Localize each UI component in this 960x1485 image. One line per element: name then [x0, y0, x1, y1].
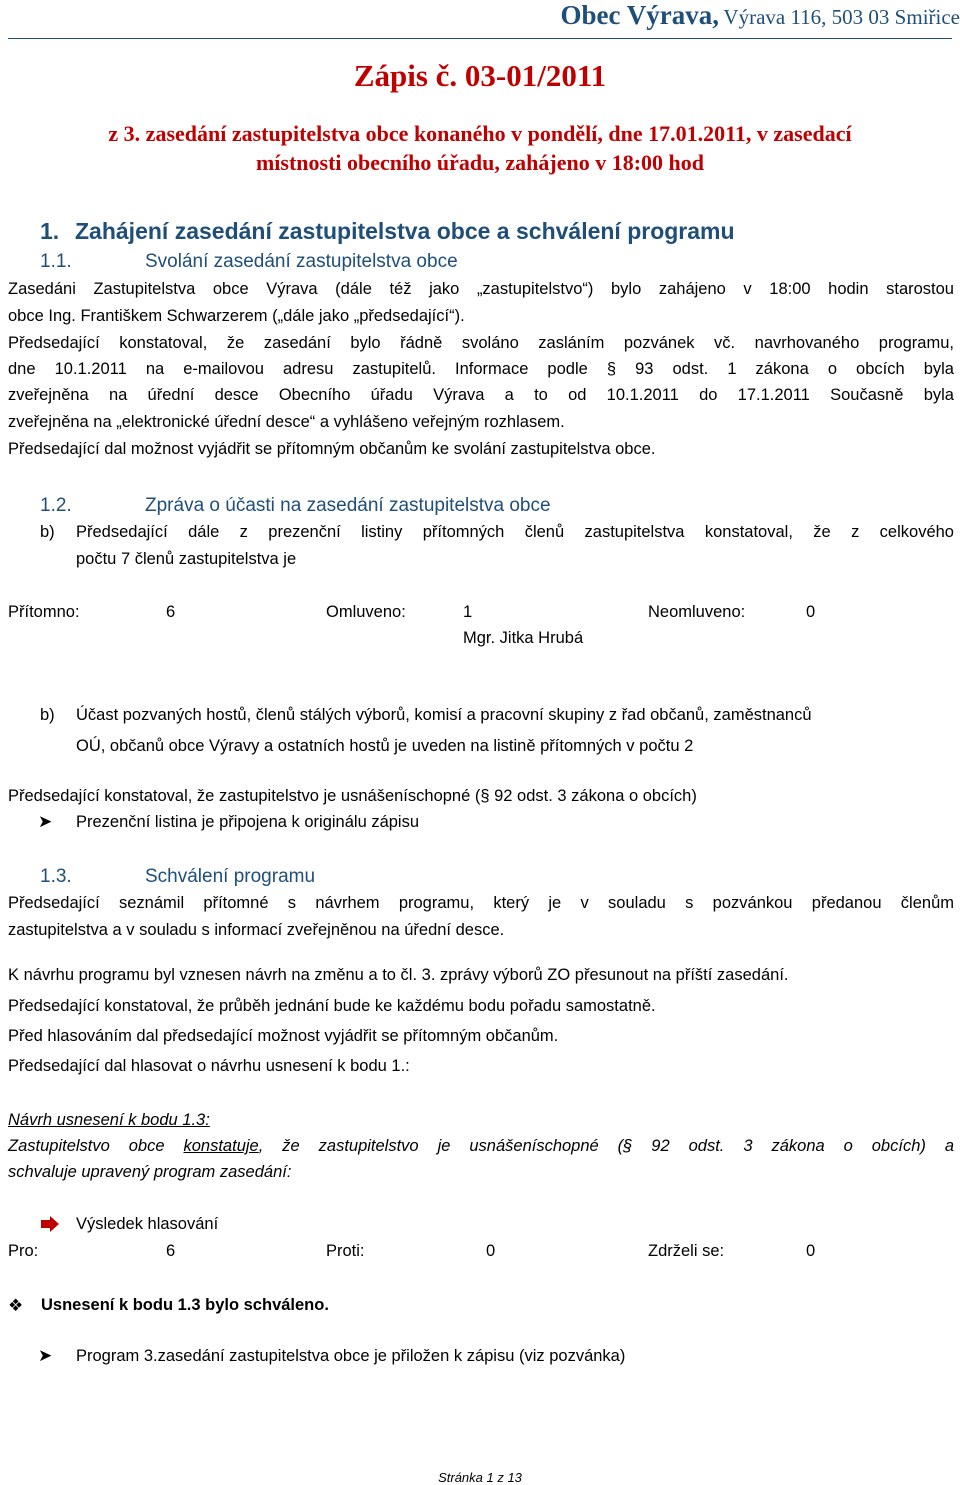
section-1-3-title: Schválení programu [145, 866, 316, 887]
votes-abstain-label: Zdrželi se: [648, 1242, 725, 1260]
excused-member-name: Mgr. Jitka Hrubá [463, 629, 584, 647]
subtitle-line-2: místnosti obecního úřadu, zahájeno v 18:00 hod [255, 150, 704, 175]
program-note: Program 3.zasedání zastupitelstva obce je přiložen k zápisu (viz pozvánka) [76, 1347, 626, 1365]
s12-b2-line-2: OÚ, občanů obce Výravy a ostatních hostů je uveden na listině přítomných v počtu 2 [76, 737, 694, 755]
proposal-verb: konstatuje [183, 1137, 259, 1155]
proposal-pre: Zastupitelstvo obce [8, 1137, 184, 1155]
s11-line-4: dne 10.1.2011 na e-mailovou adresu zastupitelů. Informace podle § 93 odst. 1 zákona o obcích byla [8, 360, 954, 378]
s11-line-7: Předsedající dal možnost vyjádřit se přítomným občanům ke svolání zastupitelstva obce. [8, 440, 656, 458]
section-1-1-title: Svolání zasedání zastupitelstva obce [145, 251, 458, 272]
s13-p4: Před hlasováním dal předsedající možnost vyjádřit se přítomným občanům. [8, 1027, 559, 1045]
s13-p1-line-1: Předsedající seznámil přítomné s návrhem programu, který je v souladu s pozvánkou předanou členům [8, 894, 954, 912]
proposal-line-1 [8, 1137, 954, 1159]
municipality-name: Obec Výrava, [560, 0, 719, 30]
municipality-address: Výrava 116, 503 03 Smiřice [723, 5, 960, 29]
proposal-heading: Návrh usnesení k bodu 1.3: [8, 1111, 210, 1129]
s12-b1-line-2: počtu 7 členů zastupitelstva je [76, 550, 297, 568]
votes-against-value: 0 [486, 1242, 496, 1260]
arrow-bullet-icon-2: ➤ [38, 1346, 53, 1365]
section-1-title: Zahájení zasedání zastupitelstva obce a schválení programu [75, 218, 735, 244]
s11-line-1: Zasedáni Zastupitelstva obce Výrava (dále též jako „zastupitelstvo“) bylo zahájeno v 18:00 hodin starostou [8, 280, 954, 298]
excused-value: 1 [463, 603, 473, 621]
excused-label: Omluveno: [326, 603, 406, 621]
unexcused-label: Neomluveno: [648, 603, 746, 621]
s11-line-2: obce Ing. Františkem Schwarzerem („dále jako „předsedající“). [8, 307, 465, 325]
s11-line-3: Předsedající konstatoval, že zasedání bylo řádně svoláno zasláním pozvánek vč. navrhovaného programu, [8, 334, 954, 352]
section-1-2-title: Zpráva o účasti na zasedání zastupitelstva obce [145, 495, 551, 516]
arrow-bullet-icon: ➤ [38, 812, 53, 831]
attendance-note: Prezenční listina je připojena k originálu zápisu [76, 813, 420, 831]
header-divider [8, 38, 952, 39]
present-label: Přítomno: [8, 603, 80, 621]
quorum-statement: Předsedající konstatoval, že zastupitelstvo je usnášeníschopné (§ 92 odst. 3 zákona o obcích) [8, 787, 697, 805]
s13-p1-line-2: zastupitelstva a v souladu s informací zveřejněnou na úřední desce. [8, 921, 505, 939]
vote-result-label: Výsledek hlasování [76, 1215, 219, 1233]
s12-b1-line-1: Předsedající dále z prezenční listiny přítomných členů zastupitelstva konstatoval, že z celkového [76, 523, 954, 541]
s11-line-6: zveřejněna na „elektronické úřední desce“ a vyhlášeno veřejným rozhlasem. [8, 413, 565, 431]
section-1-1-number: 1.1. [40, 251, 72, 272]
s13-p5: Předsedající dal hlasovat o návrhu usnesení k bodu 1.: [8, 1057, 410, 1075]
votes-abstain-value: 0 [806, 1242, 816, 1260]
section-1-number: 1. [40, 218, 60, 244]
list-marker-b-2: b) [40, 706, 55, 724]
present-value: 6 [166, 603, 176, 621]
proposal-post: , že zastupitelstvo je usnášeníschopné (§ 92 odst. 3 zákona o obcích) a [258, 1137, 954, 1155]
list-marker-b: b) [40, 523, 55, 541]
subtitle-line-1: z 3. zasedání zastupitelstva obce konaného v pondělí, dne 17.01.2011, v zasedací [108, 121, 852, 146]
diamond-bullet-icon: ❖ [8, 1296, 24, 1315]
votes-against-label: Proti: [326, 1242, 365, 1260]
votes-for-value: 6 [166, 1242, 176, 1260]
resolution-statement: Usnesení k bodu 1.3 bylo schváleno. [41, 1296, 329, 1314]
section-1-3-number: 1.3. [40, 866, 72, 887]
proposal-line-2: schvaluje upravený program zasedání: [8, 1163, 292, 1181]
page-number: Stránka 1 z 13 [438, 1470, 522, 1485]
s11-line-5: zveřejněna na úřední desce Obecního úřadu Výrava a to od 10.1.2011 do 17.1.2011 Současně byla [8, 386, 954, 404]
s13-p3: Předsedající konstatoval, že průběh jednání bude ke každému bodu pořadu samostatně. [8, 997, 656, 1015]
document-title: Zápis č. 03-01/2011 [353, 58, 607, 93]
s13-p2: K návrhu programu byl vznesen návrh na změnu a to čl. 3. zprávy výborů ZO přesunout na příští zasedání. [8, 966, 789, 984]
unexcused-value: 0 [806, 603, 816, 621]
red-arrow-icon [40, 1216, 60, 1232]
letterhead [0, 0, 960, 36]
s12-b2-line-1: Účast pozvaných hostů, členů stálých výborů, komisí a pracovní skupiny z řad občanů, zaměstnanců [76, 706, 812, 724]
votes-for-label: Pro: [8, 1242, 39, 1260]
section-1-2-number: 1.2. [40, 495, 72, 516]
